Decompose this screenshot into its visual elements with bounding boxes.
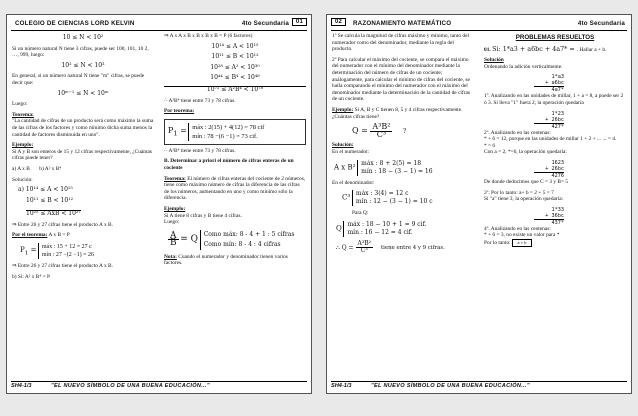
q-denominator: C³ (376, 129, 387, 139)
section-b-title: B. Determinar a priori el número de cifras enteras de un cociente (164, 158, 294, 171)
addition-1: 1*a3 + a6bc 4a7* (534, 74, 564, 93)
left-footer (11, 381, 307, 391)
q-system: Q máx : 18 − 10 + 1 = 9 cif. mín : 16 − 12 = 4 cif. (336, 220, 427, 236)
rule-2: 2º Para calcular el máximo del cociente, se compara el máximo del numerador con el mínimo del denominador mediante la determinación del número de cifras de un cociente; análogamente, para calcular el mínimo de cifras del cociente, se halla comparando el mínimo del numerador con el máximo del denominador mediante la determinación de la cantidad de cifras de un cociente. (332, 56, 471, 103)
inequality: 10⁴⁴ ≤ B⁴ < 10⁴⁸ (210, 74, 260, 82)
option-a: a) A x B (12, 165, 30, 172)
q-numerator: A³B² (372, 122, 391, 132)
min-line: mín : 18 − (3 − 1) = 16 (361, 167, 433, 175)
subject-title: RAZONAMIENTO MATEMÁTICO (353, 20, 452, 27)
q-final-text: tiene entre 4 y 9 cifras. (380, 245, 445, 252)
solution-label: Solución: (12, 176, 33, 183)
right-column-1 (332, 33, 474, 255)
theorem-text: "La cantidad de cifras de un producto será como máximo la suma de las cifras de los factores y como mínimo dicha suma menos la cantidad de factores disminuida en uno". (12, 118, 154, 138)
step-deduction: De donde deducimos que C = 3 y B= 5 (484, 178, 569, 185)
max-line: máx : 8 + 2(5) = 18 (361, 159, 422, 167)
p1-system-box: $P_1$ = máx : 2(15) + 4(12) = 78 cif mín : 78 −(6 −1) = 73 cif. (164, 119, 306, 145)
factor-line: ⇒ A x A x B x B x B x B = P (6 factores) (164, 33, 253, 39)
note-text: Cuando el numerador y denominador tienen varios factores. (164, 253, 288, 267)
inequality: 10²⁸ ≤ A² < 10³⁰ (210, 63, 260, 71)
paragraph: En general, si un número natural N tiene "m" cifras, se puede decir que: (12, 73, 145, 86)
right-page (326, 14, 632, 394)
theorem-title: Por el teorema: (12, 232, 48, 239)
fraction-denominator: B (169, 238, 177, 249)
section-title: PROBLEMAS RESUELTOS (515, 34, 595, 41)
rule-1: 1º Se calcula la magnitud de cifras máximo y mínimo, tanto del numerador como del denominador, mediante la regla del producto. (332, 33, 470, 53)
left-column-2 (164, 33, 306, 271)
q-max-line: máx : 18 − 10 + 1 = 9 cif. (347, 220, 427, 228)
max-line: máx : 15 + 12 = 27 c (41, 244, 92, 251)
max-line: máx : 3(4) = 12 c (355, 190, 409, 198)
right-header (331, 18, 627, 31)
page-number: 01 (292, 18, 307, 26)
solution-text: Ordenando la adición verticalmente. (484, 63, 563, 70)
footer-code: SH4-1/3 (11, 383, 32, 389)
inequality: 10² ≤ N < 10³ (61, 61, 105, 69)
numerator-label: En el numerador: (332, 148, 370, 155)
footer-motto: "EL NUEVO SÍMBOLO DE UNA BUENA EDUCACIÓN..." (51, 383, 210, 389)
q-min-line: Como mín: 8 - 4 : 4 cifras (203, 240, 281, 248)
theorem-title: Teorema: (12, 111, 34, 118)
solution-title: Solución (484, 57, 504, 64)
denominator-system: C³ máx : 3(4) = 12 c mín : 12 − (3 − 1) = 10 c (342, 190, 433, 206)
left-page (6, 14, 312, 394)
q-final: ∴ Q = $\frac{\text{A³B²}}{\text{C³}}$ tiene entre 4 y 9 cifras. (336, 239, 445, 255)
step-4: 4º. Analizando en las centenas: (484, 225, 551, 232)
left-column-1 (12, 33, 154, 284)
q-definition: Q = $\frac{\text{A³B²}}{\text{C³}}$ ? (352, 122, 407, 139)
inequality: 10ᵐ⁻¹ ≤ N < 10ᵐ (57, 89, 109, 97)
addition-3: 1623 + 26bc 4276 (534, 160, 564, 179)
example-title: Ejemplo: (12, 142, 34, 149)
conclusion: ∴ A²B⁴ tiene entre 73 y 78 cifras. (164, 97, 236, 104)
inequality: 10 ≤ N < 10² (62, 34, 104, 41)
example-text: Si A, B y C tienen 8, 5 y 4 cifras respectivamente. ¿Cuántas cifras tiene? (332, 106, 463, 120)
inequality: 10⁷² ≤ A²B⁴ < 10⁷⁸ (164, 86, 306, 94)
theorem-title: Por teorema: (164, 108, 195, 115)
school-name: COLEGIO DE CIENCIAS LORD KELVIN (15, 20, 135, 27)
example-title: Ejemplo: (332, 106, 354, 113)
example-title: Ejemplo: (164, 205, 186, 212)
numerator-system: A x B² máx : 8 + 2(5) = 18 mín : 18 − (3 − 1) = 16 (334, 159, 433, 175)
problem-number: 01. (484, 46, 491, 53)
footer-motto: "EL NUEVO SÍMBOLO DE UNA BUENA EDUCACIÓN..." (371, 383, 530, 389)
page-number: 02 (331, 18, 346, 26)
addition-4: 1*33 + 36bc 437* (534, 207, 564, 226)
denominator-label: En el denominador: (332, 179, 375, 186)
inequality: 10¹¹ ≤ B < 10¹² (211, 53, 259, 61)
problem-tail: . Hallar a + b. (576, 46, 607, 53)
example-text: Si A tiene 8 cifras y B tiene 4 cifras. (164, 212, 242, 219)
inequality: a) 10¹⁴ ≤ A < 10¹⁵ (18, 186, 73, 194)
min-line: mín : 78 −(6 −1) = 73 cif. (192, 132, 258, 140)
max-line: máx : 2(15) + 4(12) = 78 cif (192, 123, 265, 131)
conclusion: ⇒ Entre 26 y 27 cifras tiene el producto A x B. (12, 221, 113, 228)
theorem-expr: A x B = P (48, 232, 70, 239)
step-1: 1º. Analizando en las unidades de millar, 1 + a = 8, a puede ser 2 ó 3. Si lleva "1" fuera 2, la operación quedaría (484, 93, 624, 106)
luego-label: Luego: (164, 219, 180, 226)
conclusion: ⇒ Entre 26 y 27 cifras tiene el producto A x B. (12, 263, 113, 270)
quotient-figure: $\frac{A}{B}$ = Q Como máx: 8 - 4 + 1 : 5 cifras Como mín: 8 - 4 : 4 cifras (169, 230, 295, 249)
p1-system: $P_1$ = máx : 15 + 12 = 27 c mín : 27 −(2 −1) = 26 (20, 244, 95, 259)
right-footer (331, 381, 627, 391)
q-max-line: Como máx: 8 - 4 + 1 : 5 cifras (203, 230, 295, 238)
answer-box: a + b (512, 239, 532, 247)
part-b: b) Si: A² x B⁴ = P (12, 273, 50, 280)
left-header (11, 18, 307, 31)
step-2: 2º. Analizando en las centenas: (484, 129, 551, 136)
inequality: 10¹⁴ ≤ A < 10¹⁵ (211, 42, 259, 50)
grade-label: 4to Secundaria (577, 20, 625, 27)
paragraph: Luego: (12, 101, 28, 108)
inequality: 10¹¹ ≤ B < 10¹² (26, 196, 73, 204)
solution-title: Solución: (332, 142, 354, 149)
theorem-text: El número de cifras enteras del cociente de 2 números, tiene como máximo número de cifras la diferencia de las cifras de los números, aumentando en uno y como mínimo sólo la diferencia. (164, 175, 306, 202)
step-3: 3º. Por lo tanto: a+ b = 2 + 5 = 7 (484, 189, 554, 196)
fraction-numerator: A (170, 230, 177, 241)
para-q-label: Para Q: (352, 210, 369, 217)
min-line: mín : 27 −(2 −1) = 26 (41, 252, 95, 259)
inequality: 10²⁵ ≤ AxB < 10²⁷ (26, 210, 81, 218)
right-column-2: PROBLEMAS RESUELTOS 01. Si: 1*a3 + a6bc + 4a7* = . Hallar a + b. Solución Ordenando la adición verticalmente. 1*a3 + a6bc 4a7* 1º. Analizando en las unidades de millar, 1 + a = 8, a puede ser 2 ó 3. Si lleva "1" fuera 2, la operación quedaría 1*23 + 26bc 427* 2º. Analizando en las centenas: * + 6 = 12, porque en las unidades de millar 1 + 2 + ... ... = 4. * = 6 Con a = 2, *=6, la operación quedaría: 1623 + 26bc 4276 De donde deducimos que C = 3 y B= 5 3º. Por lo tanto: a+ b = 2 + 5 = 7 Si "a" tiene 3, la operación quedaría: 1*33 + 36bc 437* 4º. Analizando en las centenas: * + 6 = 3, no existe un valor para * Por lo tanto: a + b (484, 33, 626, 251)
footer-code: SH4-1/3 (331, 383, 352, 389)
note-title: Nota: (164, 253, 177, 260)
option-b: b) A² x B⁴ (39, 165, 62, 172)
paragraph: Si un número natural N tiene 3 cifras, puede ser 100, 101, 10 2, …, 999, luego: (12, 45, 149, 59)
example-text: Si A y B son enteros de 15 y 12 cifras respectivamente, ¿Cuántas cifras puede tener? (12, 148, 152, 162)
theorem-title: Teorema: (164, 175, 186, 182)
q-min-line: mín : 16 − 12 = 4 cif. (347, 228, 413, 236)
addition-2: 1*23 + 26bc 427* (534, 111, 564, 130)
min-line: mín : 12 − (3 − 1) = 10 c (355, 198, 433, 206)
problem-expression: Si: 1*a3 + a6bc + 4a7* = (492, 44, 577, 53)
conclusion: ∴ A²B⁴ tiene entre 73 y 78 cifras. (164, 147, 236, 154)
grade-label: 4to Secundaria (241, 20, 289, 27)
